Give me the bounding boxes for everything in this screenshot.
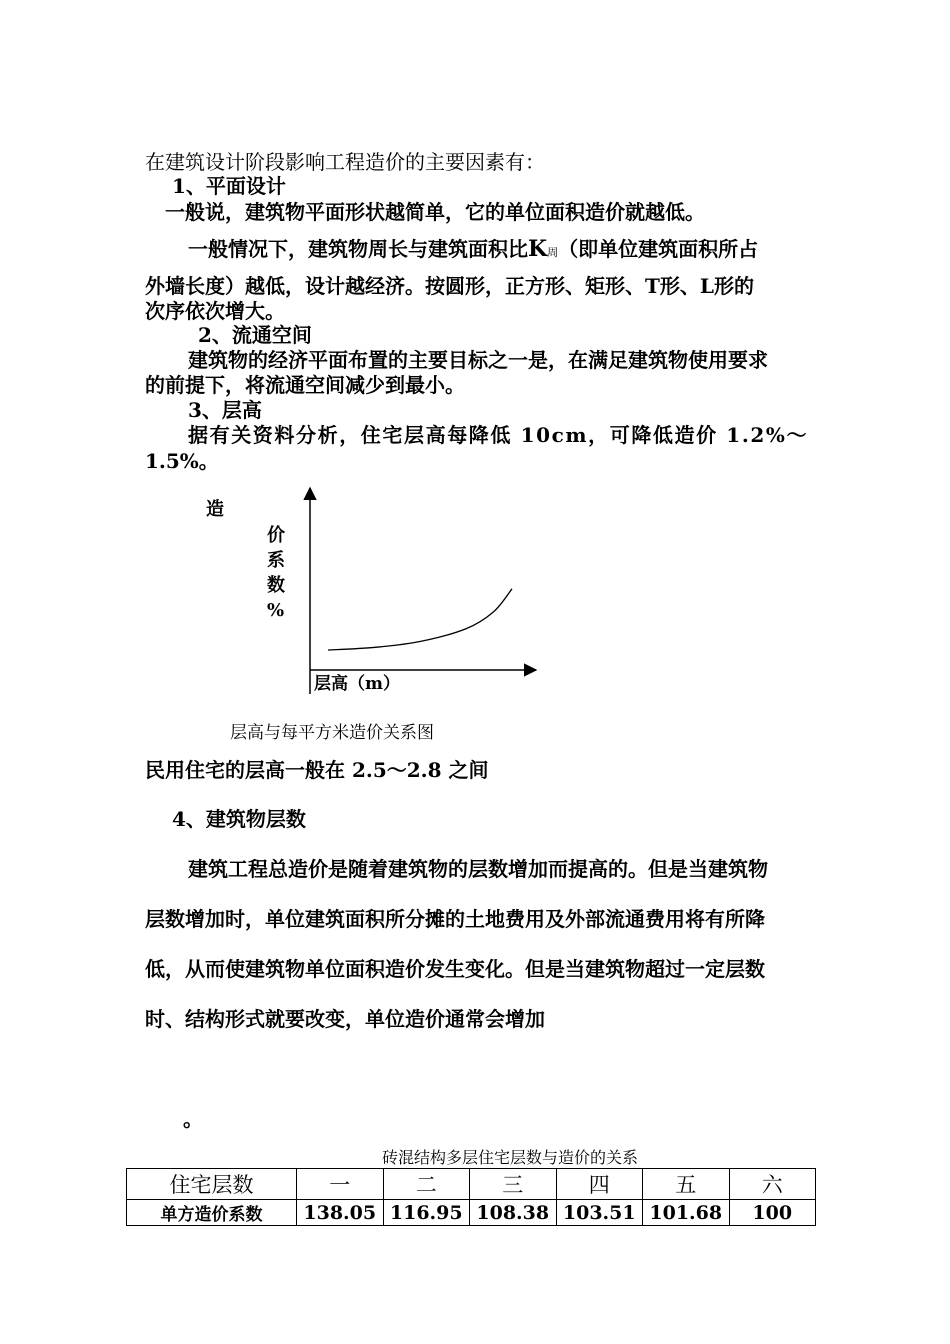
table-caption: 砖混结构多层住宅层数与造价的关系 xyxy=(382,1148,639,1167)
table-value-row xyxy=(127,1200,816,1226)
table-row-label: 单方造价系数 xyxy=(127,1200,297,1226)
table-floor-cell: 二 xyxy=(383,1169,470,1200)
section-4-line-2: 层数增加时，单位建筑面积所分摊的土地费用及外部流通费用将有所降 xyxy=(145,907,765,931)
table-value-cell: 108.38 xyxy=(470,1200,557,1226)
trailing-period: 。 xyxy=(183,1107,203,1131)
section-1-paragraph-1: 一般说，建筑物平面形状越简单，它的单位面积造价就越低。 xyxy=(165,200,705,224)
y-axis-label-char: % xyxy=(267,600,285,621)
table-value-cell: 138.05 xyxy=(297,1200,384,1226)
table-header-label: 住宅层数 xyxy=(127,1169,297,1200)
x-axis-label: 层高（m） xyxy=(314,674,400,694)
table-value-cell: 100 xyxy=(729,1200,816,1226)
section-3-title: 3、层高 xyxy=(188,398,262,422)
perimeter-ratio-text-a: 一般情况下，建筑物周长与建筑面积比 xyxy=(188,237,528,261)
section-4-line-1: 建筑工程总造价是随着建筑物的层数增加而提高的。但是当建筑物 xyxy=(188,857,768,881)
table-floor-cell: 六 xyxy=(729,1169,816,1200)
table-value-cell: 103.51 xyxy=(556,1200,643,1226)
table-floor-cell: 五 xyxy=(643,1169,730,1200)
section-1-paragraph-2-line-3: 次序依次增大。 xyxy=(145,299,285,323)
k-subscript: 周 xyxy=(547,246,559,259)
perimeter-ratio-text-b: （即单位建筑面积所占 xyxy=(558,237,759,261)
section-2-line-1: 建筑物的经济平面布置的主要目标之一是，在满足建筑物使用要求 xyxy=(188,348,768,372)
y-axis-label-char: 数 xyxy=(267,575,285,596)
section-1-paragraph-2-line-1 xyxy=(188,237,758,265)
section-1-paragraph-2-line-2: 外墙长度）越低，设计越经济。按圆形，正方形、矩形、T形、L形的 xyxy=(145,274,754,298)
chart-caption: 层高与每平方米造价关系图 xyxy=(230,723,434,743)
y-axis-label-char: 价 xyxy=(267,525,285,546)
y-axis-label xyxy=(206,498,285,621)
section-4-title: 4、建筑物层数 xyxy=(172,807,306,831)
table-value-cell: 116.95 xyxy=(383,1200,470,1226)
intro-line: 在建筑设计阶段影响工程造价的主要因素有： xyxy=(145,150,545,174)
table-value-cell: 101.68 xyxy=(643,1200,730,1226)
k-symbol: K xyxy=(528,236,548,262)
table-header-row xyxy=(127,1169,816,1200)
section-3-line-1: 据有关资料分析，住宅层高每降低 10cm，可降低造价 1.2%～ xyxy=(188,423,809,447)
section-2-line-2: 的前提下，将流通空间减少到最小。 xyxy=(145,373,465,397)
residential-height-note: 民用住宅的层高一般在 2.5～2.8 之间 xyxy=(145,758,489,782)
table-floor-cell: 一 xyxy=(297,1169,384,1200)
floors-cost-table xyxy=(126,1168,816,1226)
section-4-line-4: 时、结构形式就要改变，单位造价通常会增加 xyxy=(145,1007,545,1031)
floor-height-cost-chart xyxy=(190,480,550,695)
section-1-title: 1、平面设计 xyxy=(172,174,286,198)
cost-curve-line xyxy=(328,589,512,650)
section-2-title: 2、流通空间 xyxy=(198,323,312,347)
table-floor-cell: 三 xyxy=(470,1169,557,1200)
y-axis-label-char: 系 xyxy=(267,550,285,571)
y-axis-label-char: 造 xyxy=(206,499,224,520)
table-floor-cell: 四 xyxy=(556,1169,643,1200)
section-4-line-3: 低，从而使建筑物单位面积造价发生变化。但是当建筑物超过一定层数 xyxy=(145,957,765,981)
section-3-line-2: 1.5%。 xyxy=(145,449,219,473)
